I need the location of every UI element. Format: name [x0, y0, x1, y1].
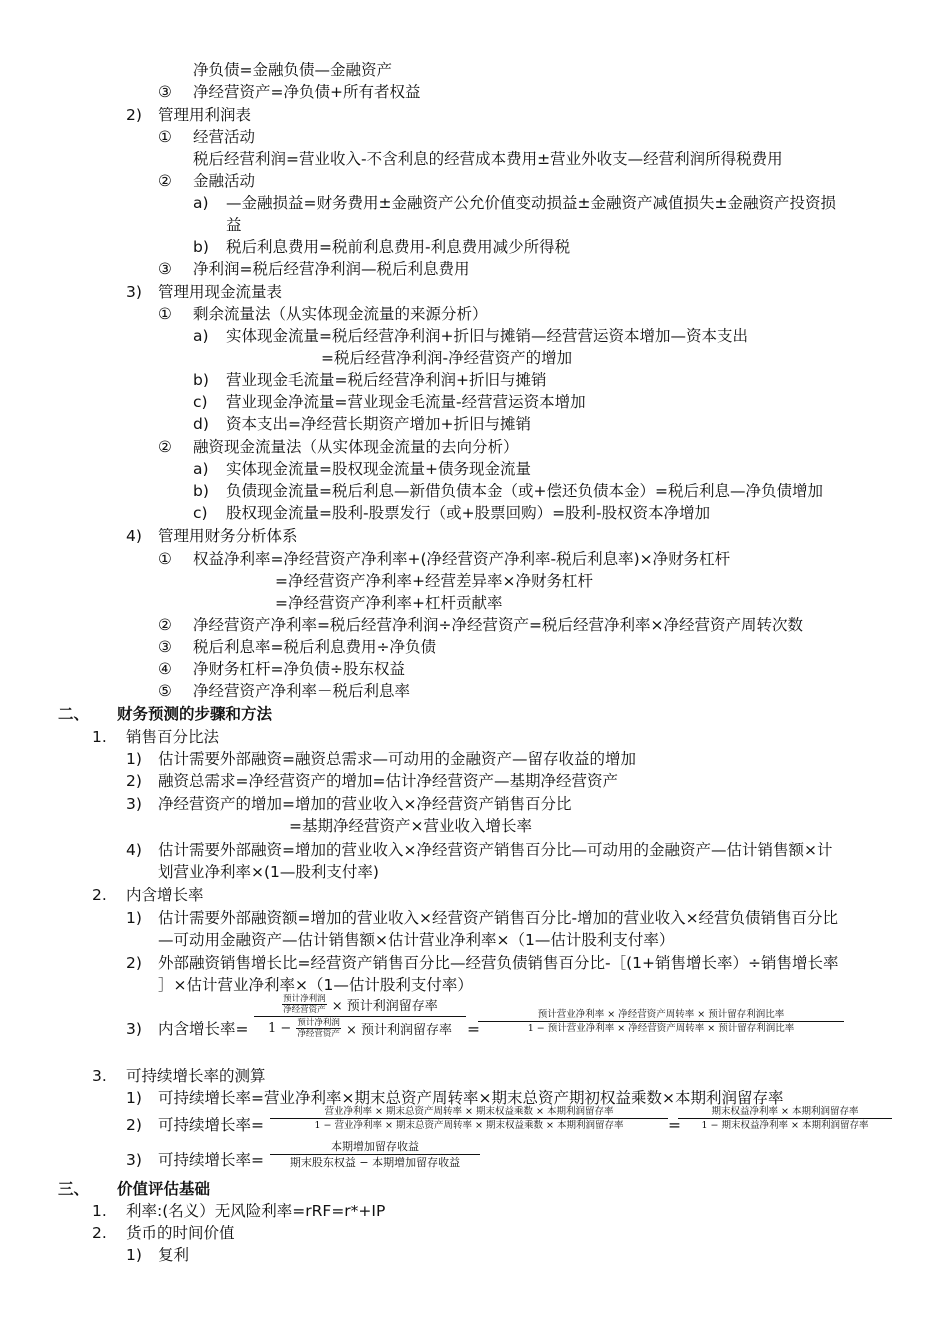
text-line: —可动用金融资产—估计销售额×估计营业净利率×（1—估计股利支付率）	[158, 931, 675, 949]
text-line: =税后经营净利润-净经营资产的增加	[321, 349, 573, 367]
text-line: 经营活动	[193, 128, 256, 146]
text-small: 净经营资产	[297, 1029, 340, 1039]
list-marker: 1)	[126, 1089, 142, 1107]
text-line: 税后利息率=税后利息费用÷净负债	[193, 638, 436, 656]
text-small: 预计净利润	[297, 1018, 340, 1028]
fraction-numerator	[254, 994, 466, 1017]
text-small: 净经营资产	[283, 1005, 326, 1015]
list-marker: 1)	[126, 1246, 142, 1264]
text-line: 负债现金流量=税后利息—新借负债本金（或+偿还负债本金）=税后利息—净负债增加	[226, 482, 823, 500]
text-line: 股权现金流量=股利-股票发行（或+股票回购）=股利-股权资本净增加	[226, 504, 711, 522]
list-marker: 2)	[126, 772, 142, 790]
list-marker: 3)	[126, 795, 142, 813]
fraction-denominator: 期末股东权益 − 本期增加留存收益	[289, 1156, 461, 1169]
section-number: 三、	[58, 1180, 90, 1198]
text-line: 净经营资产=净负债+所有者权益	[193, 83, 421, 101]
list-marker: ④	[158, 660, 172, 678]
formula-fraction	[270, 1140, 480, 1169]
fraction-denominator	[254, 1017, 466, 1039]
fraction-numerator: 预计营业净利率 × 净经营资产周转率 × 预计留存利润比率	[478, 1009, 844, 1022]
text-line: =净经营资产净利率+杠杆贡献率	[275, 594, 503, 612]
list-marker: ②	[158, 616, 172, 634]
formula-fraction	[270, 1106, 668, 1131]
list-marker: 4)	[126, 527, 142, 545]
list-marker: b)	[193, 482, 209, 500]
fraction-numerator: 期末权益净利率 × 本期利润留存率	[678, 1106, 892, 1119]
text-line: =基期净经营资产×营业收入增长率	[289, 817, 532, 835]
list-marker: 3)	[126, 1151, 142, 1169]
list-marker: c)	[193, 393, 208, 411]
list-marker: ③	[158, 260, 172, 278]
text-line: —金融损益=财务费用±金融资产公允价值变动损益±金融资产减值损失±金融资产投资损	[226, 194, 836, 212]
list-marker: b)	[193, 238, 209, 256]
list-marker: ②	[158, 172, 172, 190]
text-line: 实体现金流量=股权现金流量+债务现金流量	[226, 460, 531, 478]
list-marker: 1.	[92, 1202, 107, 1220]
list-marker: ③	[158, 638, 172, 656]
formula-label: 可持续增长率=	[158, 1116, 264, 1134]
subheading: 管理用财务分析体系	[158, 527, 298, 545]
text-line: 营业现金毛流量=税后经营净利润+折旧与摊销	[226, 371, 547, 389]
formula-fraction	[254, 994, 466, 1039]
list-marker: ⑤	[158, 682, 172, 700]
text-formula: × 预计利润留存率	[345, 1023, 453, 1038]
list-marker: a)	[193, 460, 209, 478]
formula-label: 内含增长率=	[158, 1020, 249, 1038]
text-line: 益	[226, 216, 242, 234]
formula-fraction	[478, 1009, 844, 1034]
fraction-denominator: 1 − 期末权益净利率 × 本期利润留存率	[701, 1120, 869, 1131]
subheading: 货币的时间价值	[126, 1224, 235, 1242]
fraction-denominator: 1 − 预计营业净利率 × 净经营资产周转率 × 预计留存利润比率	[527, 1023, 795, 1034]
text-line: 外部融资销售增长比=经营资产销售百分比—经营负债销售百分比-［(1+销售增长率）÷销售增长率	[158, 954, 839, 972]
subheading: 内含增长率	[126, 886, 204, 904]
text-line: 净经营资产净利率－税后利息率	[193, 682, 411, 700]
list-marker: 3)	[126, 283, 142, 301]
text-line: 净财务杠杆=净负债÷股东权益	[193, 660, 405, 678]
list-marker: 1.	[92, 728, 107, 746]
list-marker: ①	[158, 305, 172, 323]
text-line: 权益净利率=净经营资产净利率+(净经营资产净利率-税后利息率)×净财务杠杆	[193, 550, 731, 568]
list-marker: 2.	[92, 886, 107, 904]
list-marker: 1)	[126, 750, 142, 768]
text-line: 税后利息费用=税前利息费用-利息费用减少所得税	[226, 238, 571, 256]
equals-sign: =	[668, 1116, 681, 1134]
text-line: 实体现金流量=税后经营净利润+折旧与摊销—经营营运资本增加—资本支出	[226, 327, 748, 345]
text-line: 税后经营利润=营业收入-不含利息的经营成本费用±营业外收支—经营利润所得税费用	[193, 150, 783, 168]
text-formula: 1 −	[267, 1021, 292, 1036]
text-formula: × 预计利润留存率	[331, 999, 438, 1014]
list-marker: a)	[193, 327, 209, 345]
text-small: 预计净利润	[283, 994, 326, 1004]
text-line: 融资现金流量法（从实体现金流量的去向分析）	[193, 438, 519, 456]
list-marker: ③	[158, 83, 172, 101]
text-line: 净经营资产的增加=增加的营业收入×净经营资产销售百分比	[158, 795, 572, 813]
text-line: 净经营资产净利率=税后经营净利润÷净经营资产=税后经营净利率×净经营资产周转次数	[193, 616, 803, 634]
text-line: 净利润=税后经营净利润—税后利息费用	[193, 260, 470, 278]
list-marker: 2)	[126, 1116, 142, 1134]
text-line: 净负债=金融负债—金融资产	[193, 61, 392, 79]
text-line: 资本支出=净经营长期资产增加+折旧与摊销	[226, 415, 531, 433]
list-marker: d)	[193, 415, 209, 433]
text-line: 复利	[158, 1246, 190, 1264]
formula-label: 可持续增长率=	[158, 1151, 264, 1169]
subheading: 销售百分比法	[126, 728, 220, 746]
fraction-numerator: 营业净利率 × 期末总资产周转率 × 期末权益乘数 × 本期利润留存率	[270, 1106, 668, 1119]
list-marker: 2)	[126, 106, 142, 124]
text-line: 剩余流量法（从实体现金流量的来源分析）	[193, 305, 488, 323]
section-heading: 财务预测的步骤和方法	[117, 705, 273, 723]
text-line: 估计需要外部融资额=增加的营业收入×经营资产销售百分比-增加的营业收入×经营负债销售百分比	[158, 909, 839, 927]
list-marker: ②	[158, 438, 172, 456]
text-line: ］×估计营业净利率×（1—估计股利支付率）	[158, 976, 473, 994]
subheading: 管理用现金流量表	[158, 283, 283, 301]
text-line: =净经营资产净利率+经营差异率×净财务杠杆	[275, 572, 593, 590]
text-line: 可持续增长率=营业净利率×期末总资产周转率×期末总资产期初权益乘数×本期利润留存率	[158, 1089, 784, 1107]
list-marker: 2.	[92, 1224, 107, 1242]
text-line: 估计需要外部融资=增加的营业收入×净经营资产销售百分比—可动用的金融资产—估计销售额×计	[158, 841, 833, 859]
subheading: 管理用利润表	[158, 106, 252, 124]
list-marker: ①	[158, 550, 172, 568]
list-marker: b)	[193, 371, 209, 389]
section-heading: 价值评估基础	[117, 1180, 211, 1198]
subheading: 可持续增长率的测算	[126, 1067, 266, 1085]
text-line: 估计需要外部融资=融资总需求—可动用的金融资产—留存收益的增加	[158, 750, 636, 768]
text-line: 划营业净利率×(1—股利支付率)	[158, 863, 379, 881]
list-marker: 4)	[126, 841, 142, 859]
section-number: 二、	[58, 705, 90, 723]
text-line: 金融活动	[193, 172, 256, 190]
text-line: 利率:(名义）无风险利率=rRF=r*+IP	[126, 1202, 386, 1220]
list-marker: c)	[193, 504, 208, 522]
list-marker: 2)	[126, 954, 142, 972]
fraction-numerator: 本期增加留存收益	[270, 1140, 480, 1155]
list-marker: ①	[158, 128, 172, 146]
equals-sign: =	[467, 1020, 480, 1038]
list-marker: 1)	[126, 909, 142, 927]
list-marker: 3)	[126, 1020, 142, 1038]
formula-fraction	[678, 1106, 892, 1131]
list-marker: a)	[193, 194, 209, 212]
text-line: 融资总需求=净经营资产的增加=估计净经营资产—基期净经营资产	[158, 772, 618, 790]
text-line: 营业现金净流量=营业现金毛流量-经营营运资本增加	[226, 393, 586, 411]
fraction-denominator: 1 − 营业净利率 × 期末总资产周转率 × 期末权益乘数 × 本期利润留存率	[314, 1120, 624, 1131]
list-marker: 3.	[92, 1067, 107, 1085]
